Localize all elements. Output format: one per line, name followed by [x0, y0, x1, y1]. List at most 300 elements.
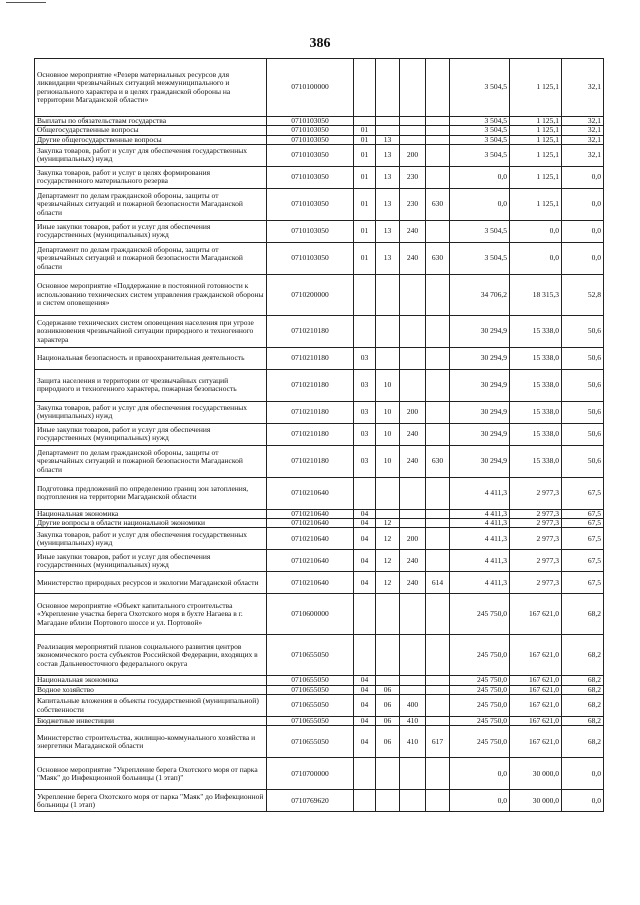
- execution-percent-cell: 67,5: [562, 572, 604, 594]
- executed-amount-cell: 0,0: [510, 242, 562, 274]
- administrator-code-cell: [426, 758, 450, 790]
- planned-amount-cell: 30 294,9: [450, 315, 510, 347]
- row-name-cell: Выплаты по обязательствам государства: [35, 117, 267, 126]
- planned-amount-cell: 245 750,0: [450, 685, 510, 694]
- section-code-cell: [354, 594, 376, 635]
- target-code-cell: 0710655050: [267, 676, 354, 685]
- executed-amount-cell: 167 621,0: [510, 685, 562, 694]
- table-row: [35, 790, 604, 812]
- executed-amount-cell: 1 125,1: [510, 166, 562, 188]
- planned-amount-cell: 0,0: [450, 758, 510, 790]
- planned-amount-cell: 30 294,9: [450, 369, 510, 401]
- subsection-code-cell: [376, 477, 400, 509]
- execution-percent-cell: 67,5: [562, 519, 604, 528]
- executed-amount-cell: 1 125,1: [510, 188, 562, 220]
- executed-amount-cell: 0,0: [510, 220, 562, 242]
- subsection-code-cell: [376, 635, 400, 676]
- scan-corner-mark: [6, 2, 46, 3]
- section-code-cell: [354, 274, 376, 315]
- expense-type-cell: [400, 509, 426, 518]
- execution-percent-cell: 0,0: [562, 758, 604, 790]
- expense-type-cell: [400, 135, 426, 144]
- executed-amount-cell: 2 977,3: [510, 509, 562, 518]
- section-code-cell: 04: [354, 528, 376, 550]
- table-row: [35, 369, 604, 401]
- row-name-cell: Другие вопросы в области национальной экономики: [35, 519, 267, 528]
- row-name-cell: Другие общегосударственные вопросы: [35, 135, 267, 144]
- administrator-code-cell: 630: [426, 445, 450, 477]
- planned-amount-cell: 245 750,0: [450, 726, 510, 758]
- execution-percent-cell: 68,2: [562, 676, 604, 685]
- planned-amount-cell: 245 750,0: [450, 635, 510, 676]
- planned-amount-cell: 4 411,3: [450, 572, 510, 594]
- expense-type-cell: [400, 369, 426, 401]
- row-name-cell: Основное мероприятие «Поддержание в постоянной готовности к использованию технических систем управления гражданской обороны и систем оповещения»: [35, 274, 267, 315]
- planned-amount-cell: 34 706,2: [450, 274, 510, 315]
- expense-type-cell: [400, 274, 426, 315]
- subsection-code-cell: 13: [376, 188, 400, 220]
- section-code-cell: 04: [354, 550, 376, 572]
- expense-type-cell: 240: [400, 242, 426, 274]
- target-code-cell: 0710103050: [267, 117, 354, 126]
- expense-type-cell: [400, 315, 426, 347]
- subsection-code-cell: 06: [376, 726, 400, 758]
- row-name-cell: Общегосударственные вопросы: [35, 126, 267, 135]
- planned-amount-cell: 3 504,5: [450, 59, 510, 117]
- target-code-cell: 0710655050: [267, 635, 354, 676]
- administrator-code-cell: [426, 401, 450, 423]
- expense-type-cell: 200: [400, 528, 426, 550]
- table-row: [35, 126, 604, 135]
- execution-percent-cell: 32,1: [562, 117, 604, 126]
- section-code-cell: 03: [354, 445, 376, 477]
- row-name-cell: Закупка товаров, работ и услуг для обеспечения государственных (муниципальных) нужд: [35, 528, 267, 550]
- row-name-cell: Подготовка предложений по определению границ зон затопления, подтопления на территории Магаданской области: [35, 477, 267, 509]
- subsection-code-cell: [376, 347, 400, 369]
- target-code-cell: 0710655050: [267, 717, 354, 726]
- executed-amount-cell: 1 125,1: [510, 144, 562, 166]
- subsection-code-cell: [376, 758, 400, 790]
- section-code-cell: 01: [354, 144, 376, 166]
- target-code-cell: 0710210640: [267, 477, 354, 509]
- row-name-cell: Бюджетные инвестиции: [35, 717, 267, 726]
- section-code-cell: 03: [354, 401, 376, 423]
- target-code-cell: 0710210180: [267, 445, 354, 477]
- planned-amount-cell: 0,0: [450, 166, 510, 188]
- administrator-code-cell: [426, 695, 450, 717]
- subsection-code-cell: 13: [376, 220, 400, 242]
- table-row: [35, 315, 604, 347]
- planned-amount-cell: 4 411,3: [450, 509, 510, 518]
- target-code-cell: 0710210180: [267, 315, 354, 347]
- subsection-code-cell: 12: [376, 550, 400, 572]
- execution-percent-cell: 0,0: [562, 220, 604, 242]
- subsection-code-cell: 10: [376, 445, 400, 477]
- execution-percent-cell: 32,1: [562, 144, 604, 166]
- target-code-cell: 0710210640: [267, 572, 354, 594]
- section-code-cell: 01: [354, 220, 376, 242]
- executed-amount-cell: 167 621,0: [510, 676, 562, 685]
- section-code-cell: 04: [354, 717, 376, 726]
- row-name-cell: Водное хозяйство: [35, 685, 267, 694]
- table-row: [35, 758, 604, 790]
- section-code-cell: 01: [354, 135, 376, 144]
- planned-amount-cell: 3 504,5: [450, 242, 510, 274]
- row-name-cell: Основное мероприятие «Объект капитального строительства «Укрепление участка берега Охотского моря в бухте Нагаева в г. Магадане вблизи Портового шоссе и ул. Портовой»: [35, 594, 267, 635]
- target-code-cell: 0710655050: [267, 726, 354, 758]
- administrator-code-cell: [426, 117, 450, 126]
- administrator-code-cell: [426, 509, 450, 518]
- subsection-code-cell: 10: [376, 423, 400, 445]
- execution-percent-cell: 68,2: [562, 635, 604, 676]
- execution-percent-cell: 50,6: [562, 401, 604, 423]
- section-code-cell: [354, 635, 376, 676]
- administrator-code-cell: 630: [426, 188, 450, 220]
- section-code-cell: [354, 59, 376, 117]
- administrator-code-cell: [426, 528, 450, 550]
- table-row: [35, 519, 604, 528]
- planned-amount-cell: 30 294,9: [450, 347, 510, 369]
- execution-percent-cell: 50,6: [562, 347, 604, 369]
- row-name-cell: Укрепление берега Охотского моря от парка "Маяк" до Инфекционной больницы (1 этап): [35, 790, 267, 812]
- target-code-cell: 0710210640: [267, 528, 354, 550]
- expense-type-cell: 200: [400, 144, 426, 166]
- subsection-code-cell: 12: [376, 528, 400, 550]
- execution-percent-cell: 50,6: [562, 369, 604, 401]
- table-row: [35, 717, 604, 726]
- table-row: [35, 726, 604, 758]
- target-code-cell: 0710200000: [267, 274, 354, 315]
- subsection-code-cell: 12: [376, 572, 400, 594]
- subsection-code-cell: 12: [376, 519, 400, 528]
- subsection-code-cell: [376, 274, 400, 315]
- executed-amount-cell: 15 338,0: [510, 401, 562, 423]
- executed-amount-cell: 15 338,0: [510, 347, 562, 369]
- administrator-code-cell: [426, 59, 450, 117]
- executed-amount-cell: 15 338,0: [510, 369, 562, 401]
- subsection-code-cell: 13: [376, 135, 400, 144]
- target-code-cell: 0710103050: [267, 126, 354, 135]
- executed-amount-cell: 167 621,0: [510, 635, 562, 676]
- subsection-code-cell: [376, 59, 400, 117]
- administrator-code-cell: 614: [426, 572, 450, 594]
- planned-amount-cell: 30 294,9: [450, 423, 510, 445]
- row-name-cell: Закупка товаров, работ и услуг для обеспечения государственных (муниципальных) нужд: [35, 144, 267, 166]
- planned-amount-cell: 3 504,5: [450, 135, 510, 144]
- target-code-cell: 0710210640: [267, 519, 354, 528]
- table-row: [35, 676, 604, 685]
- execution-percent-cell: 0,0: [562, 790, 604, 812]
- expense-type-cell: [400, 477, 426, 509]
- executed-amount-cell: 167 621,0: [510, 726, 562, 758]
- expense-type-cell: [400, 59, 426, 117]
- executed-amount-cell: 167 621,0: [510, 717, 562, 726]
- administrator-code-cell: [426, 635, 450, 676]
- execution-percent-cell: 0,0: [562, 166, 604, 188]
- expense-type-cell: 240: [400, 550, 426, 572]
- budget-table-body: [35, 59, 604, 812]
- row-name-cell: Министерство природных ресурсов и экологии Магаданской области: [35, 572, 267, 594]
- execution-percent-cell: 0,0: [562, 188, 604, 220]
- row-name-cell: Иные закупки товаров, работ и услуг для обеспечения государственных (муниципальных) нужд: [35, 550, 267, 572]
- table-row: [35, 117, 604, 126]
- section-code-cell: 04: [354, 676, 376, 685]
- planned-amount-cell: 0,0: [450, 790, 510, 812]
- executed-amount-cell: 2 977,3: [510, 528, 562, 550]
- section-code-cell: [354, 117, 376, 126]
- section-code-cell: [354, 315, 376, 347]
- expense-type-cell: [400, 790, 426, 812]
- expense-type-cell: 400: [400, 695, 426, 717]
- section-code-cell: 04: [354, 509, 376, 518]
- subsection-code-cell: 06: [376, 695, 400, 717]
- planned-amount-cell: 30 294,9: [450, 401, 510, 423]
- row-name-cell: Департамент по делам гражданской обороны, защиты от чрезвычайных ситуаций и пожарной безопасности Магаданской области: [35, 242, 267, 274]
- expense-type-cell: 230: [400, 166, 426, 188]
- executed-amount-cell: 1 125,1: [510, 117, 562, 126]
- expense-type-cell: [400, 685, 426, 694]
- subsection-code-cell: [376, 676, 400, 685]
- expense-type-cell: [400, 519, 426, 528]
- execution-percent-cell: 32,1: [562, 59, 604, 117]
- target-code-cell: 0710103050: [267, 166, 354, 188]
- expense-type-cell: [400, 594, 426, 635]
- administrator-code-cell: [426, 220, 450, 242]
- row-name-cell: Национальная экономика: [35, 509, 267, 518]
- target-code-cell: 0710700000: [267, 758, 354, 790]
- table-row: [35, 242, 604, 274]
- table-row: [35, 685, 604, 694]
- administrator-code-cell: [426, 315, 450, 347]
- table-row: [35, 550, 604, 572]
- administrator-code-cell: [426, 347, 450, 369]
- administrator-code-cell: [426, 685, 450, 694]
- table-row: [35, 166, 604, 188]
- expense-type-cell: 240: [400, 572, 426, 594]
- administrator-code-cell: [426, 144, 450, 166]
- expense-type-cell: [400, 676, 426, 685]
- execution-percent-cell: 0,0: [562, 242, 604, 274]
- table-row: [35, 347, 604, 369]
- subsection-code-cell: [376, 594, 400, 635]
- table-row: [35, 188, 604, 220]
- target-code-cell: 0710655050: [267, 685, 354, 694]
- section-code-cell: [354, 758, 376, 790]
- page-number: 386: [309, 36, 331, 51]
- section-code-cell: 04: [354, 685, 376, 694]
- administrator-code-cell: [426, 717, 450, 726]
- executed-amount-cell: 15 338,0: [510, 315, 562, 347]
- target-code-cell: 0710655050: [267, 695, 354, 717]
- section-code-cell: 01: [354, 242, 376, 274]
- section-code-cell: 04: [354, 572, 376, 594]
- executed-amount-cell: 15 338,0: [510, 423, 562, 445]
- execution-percent-cell: 32,1: [562, 126, 604, 135]
- table-row: [35, 144, 604, 166]
- execution-percent-cell: 52,8: [562, 274, 604, 315]
- target-code-cell: 0710103050: [267, 220, 354, 242]
- planned-amount-cell: 245 750,0: [450, 594, 510, 635]
- row-name-cell: Иные закупки товаров, работ и услуг для обеспечения государственных (муниципальных) нужд: [35, 423, 267, 445]
- target-code-cell: 0710103050: [267, 188, 354, 220]
- expense-type-cell: [400, 117, 426, 126]
- table-row: [35, 220, 604, 242]
- execution-percent-cell: 67,5: [562, 528, 604, 550]
- subsection-code-cell: 10: [376, 369, 400, 401]
- execution-percent-cell: 67,5: [562, 509, 604, 518]
- table-row: [35, 135, 604, 144]
- budget-table: [34, 58, 604, 812]
- execution-percent-cell: 50,6: [562, 423, 604, 445]
- executed-amount-cell: 30 000,0: [510, 758, 562, 790]
- row-name-cell: Департамент по делам гражданской обороны, защиты от чрезвычайных ситуаций и пожарной безопасности Магаданской области: [35, 445, 267, 477]
- executed-amount-cell: 2 977,3: [510, 519, 562, 528]
- subsection-code-cell: [376, 315, 400, 347]
- row-name-cell: Капитальные вложения в объекты государственной (муниципальной) собственности: [35, 695, 267, 717]
- execution-percent-cell: 68,2: [562, 594, 604, 635]
- table-row: [35, 401, 604, 423]
- table-row: [35, 594, 604, 635]
- row-name-cell: Реализация мероприятий планов социального развития центров экономического роста субъектов Российской Федерации, входящих в состав Дальневосточного федерального округа: [35, 635, 267, 676]
- target-code-cell: 0710210180: [267, 347, 354, 369]
- target-code-cell: 0710210180: [267, 369, 354, 401]
- subsection-code-cell: 13: [376, 242, 400, 274]
- execution-percent-cell: 67,5: [562, 550, 604, 572]
- row-name-cell: Иные закупки товаров, работ и услуг для обеспечения государственных (муниципальных) нужд: [35, 220, 267, 242]
- table-row: [35, 528, 604, 550]
- planned-amount-cell: 3 504,5: [450, 144, 510, 166]
- executed-amount-cell: 1 125,1: [510, 59, 562, 117]
- planned-amount-cell: 30 294,9: [450, 445, 510, 477]
- row-name-cell: Содержание технических систем оповещения населения при угрозе возникновения чрезвычайной ситуации природного и техногенного характера: [35, 315, 267, 347]
- expense-type-cell: [400, 758, 426, 790]
- subsection-code-cell: [376, 509, 400, 518]
- execution-percent-cell: 68,2: [562, 695, 604, 717]
- planned-amount-cell: 3 504,5: [450, 126, 510, 135]
- section-code-cell: [354, 790, 376, 812]
- expense-type-cell: 240: [400, 220, 426, 242]
- expense-type-cell: [400, 126, 426, 135]
- planned-amount-cell: 0,0: [450, 188, 510, 220]
- target-code-cell: 0710600000: [267, 594, 354, 635]
- section-code-cell: 03: [354, 347, 376, 369]
- executed-amount-cell: 2 977,3: [510, 550, 562, 572]
- target-code-cell: 0710210640: [267, 550, 354, 572]
- table-row: [35, 509, 604, 518]
- section-code-cell: 03: [354, 369, 376, 401]
- expense-type-cell: 240: [400, 423, 426, 445]
- administrator-code-cell: [426, 135, 450, 144]
- executed-amount-cell: 15 338,0: [510, 445, 562, 477]
- planned-amount-cell: 245 750,0: [450, 695, 510, 717]
- expense-type-cell: 410: [400, 717, 426, 726]
- expense-type-cell: [400, 347, 426, 369]
- administrator-code-cell: [426, 594, 450, 635]
- executed-amount-cell: 167 621,0: [510, 594, 562, 635]
- administrator-code-cell: [426, 274, 450, 315]
- row-name-cell: Закупка товаров, работ и услуг в целях формирования государственного материального резерва: [35, 166, 267, 188]
- executed-amount-cell: 2 977,3: [510, 572, 562, 594]
- administrator-code-cell: [426, 550, 450, 572]
- execution-percent-cell: 68,2: [562, 685, 604, 694]
- target-code-cell: 0710103050: [267, 135, 354, 144]
- execution-percent-cell: 32,1: [562, 135, 604, 144]
- administrator-code-cell: [426, 423, 450, 445]
- administrator-code-cell: 617: [426, 726, 450, 758]
- administrator-code-cell: [426, 676, 450, 685]
- expense-type-cell: 240: [400, 445, 426, 477]
- section-code-cell: 04: [354, 519, 376, 528]
- administrator-code-cell: 630: [426, 242, 450, 274]
- section-code-cell: [354, 477, 376, 509]
- subsection-code-cell: 06: [376, 717, 400, 726]
- planned-amount-cell: 245 750,0: [450, 717, 510, 726]
- planned-amount-cell: 4 411,3: [450, 550, 510, 572]
- target-code-cell: 0710210180: [267, 401, 354, 423]
- planned-amount-cell: 3 504,5: [450, 220, 510, 242]
- target-code-cell: 0710210180: [267, 423, 354, 445]
- table-row: [35, 635, 604, 676]
- expense-type-cell: [400, 635, 426, 676]
- target-code-cell: 0710103050: [267, 242, 354, 274]
- table-row: [35, 695, 604, 717]
- execution-percent-cell: 68,2: [562, 726, 604, 758]
- subsection-code-cell: 06: [376, 685, 400, 694]
- subsection-code-cell: 13: [376, 166, 400, 188]
- table-row: [35, 59, 604, 117]
- planned-amount-cell: 3 504,5: [450, 117, 510, 126]
- row-name-cell: Национальная экономика: [35, 676, 267, 685]
- planned-amount-cell: 4 411,3: [450, 477, 510, 509]
- row-name-cell: Основное мероприятие «Резерв материальных ресурсов для ликвидации чрезвычайных ситуаций межмуниципального и регионального характера и в целях гражданской обороны на территории Магаданской области»: [35, 59, 267, 117]
- planned-amount-cell: 4 411,3: [450, 519, 510, 528]
- table-row: [35, 572, 604, 594]
- row-name-cell: Министерство строительства, жилищно-коммунального хозяйства и энергетики Магаданской области: [35, 726, 267, 758]
- subsection-code-cell: 13: [376, 144, 400, 166]
- executed-amount-cell: 167 621,0: [510, 695, 562, 717]
- subsection-code-cell: [376, 790, 400, 812]
- target-code-cell: 0710103050: [267, 144, 354, 166]
- administrator-code-cell: [426, 166, 450, 188]
- row-name-cell: Национальная безопасность и правоохранительная деятельность: [35, 347, 267, 369]
- section-code-cell: 01: [354, 188, 376, 220]
- administrator-code-cell: [426, 790, 450, 812]
- execution-percent-cell: 67,5: [562, 477, 604, 509]
- administrator-code-cell: [426, 369, 450, 401]
- target-code-cell: 0710100000: [267, 59, 354, 117]
- expense-type-cell: 200: [400, 401, 426, 423]
- execution-percent-cell: 50,6: [562, 315, 604, 347]
- executed-amount-cell: 30 000,0: [510, 790, 562, 812]
- administrator-code-cell: [426, 519, 450, 528]
- section-code-cell: 03: [354, 423, 376, 445]
- executed-amount-cell: 18 315,3: [510, 274, 562, 315]
- section-code-cell: 01: [354, 126, 376, 135]
- executed-amount-cell: 1 125,1: [510, 135, 562, 144]
- section-code-cell: 04: [354, 726, 376, 758]
- planned-amount-cell: 4 411,3: [450, 528, 510, 550]
- section-code-cell: 04: [354, 695, 376, 717]
- row-name-cell: Закупка товаров, работ и услуг для обеспечения государственных (муниципальных) нужд: [35, 401, 267, 423]
- table-row: [35, 477, 604, 509]
- planned-amount-cell: 245 750,0: [450, 676, 510, 685]
- table-row: [35, 445, 604, 477]
- expense-type-cell: 410: [400, 726, 426, 758]
- administrator-code-cell: [426, 477, 450, 509]
- administrator-code-cell: [426, 126, 450, 135]
- subsection-code-cell: 10: [376, 401, 400, 423]
- table-row: [35, 423, 604, 445]
